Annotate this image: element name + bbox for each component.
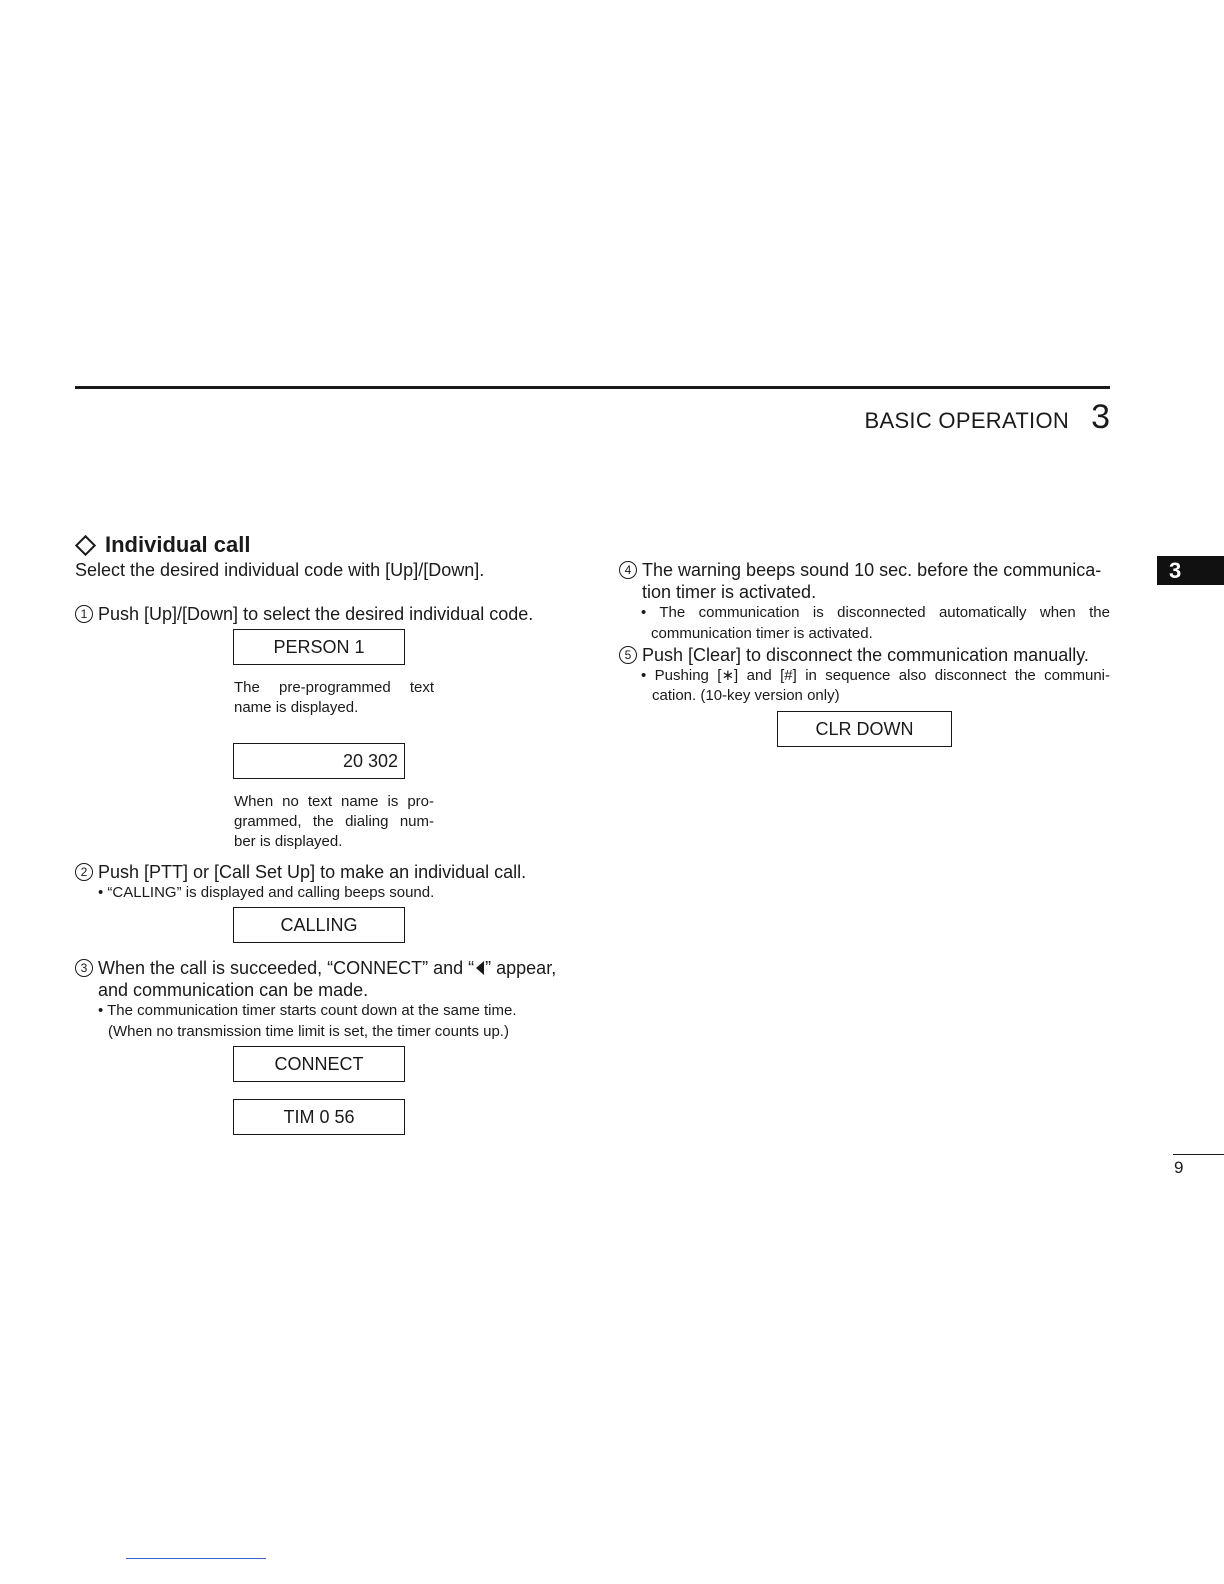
caption-person (234, 678, 434, 718)
caption-person-line-2: name is displayed. (234, 699, 359, 716)
section-header (865, 398, 1111, 437)
intro-text: Select the desired individual code with [Up]/[Down]. (75, 560, 485, 580)
step-2-marker: 2 (75, 863, 93, 881)
diamond-icon (75, 534, 96, 555)
step-3-marker: 3 (75, 959, 93, 977)
step-1-marker: 1 (75, 605, 93, 623)
lcd-calling: CALLING (233, 907, 405, 943)
step-2 (75, 861, 526, 883)
step-4-text-a: The warning beeps sound 10 sec. before the communica- (642, 560, 1102, 580)
step-2-text: Push [PTT] or [Call Set Up] to make an individual call. (98, 862, 527, 882)
step-1-text: Push [Up]/[Down] to select the desired individual code. (98, 604, 534, 624)
step-1 (75, 603, 533, 625)
heading (75, 532, 250, 558)
step-5-marker: 5 (619, 646, 637, 664)
top-rule (75, 386, 1110, 389)
page-number: 9 (1174, 1158, 1184, 1177)
section-title: BASIC OPERATION (864, 408, 1070, 433)
step-4-text-b: tion timer is activated. (642, 582, 817, 602)
step-3-text-a: When the call is succeeded, “CONNECT” and “ (98, 958, 475, 978)
step-4-note-1: • The communication is disconnected automatically when the (641, 604, 1110, 621)
step-3 (75, 957, 556, 979)
caption-number (234, 792, 434, 852)
step-3-text-c: and communication can be made. (98, 980, 369, 1000)
step-2-note: • “CALLING” is displayed and calling beeps sound. (98, 884, 435, 901)
caption-person-line-1: The pre-programmed text (234, 679, 434, 696)
step-5-note-1: • Pushing [∗] and [#] in sequence also disconnect the communi- (641, 667, 1110, 684)
footer-rule (1173, 1154, 1224, 1155)
step-3-text-b: ” appear, (485, 958, 557, 978)
lcd-person: PERSON 1 (233, 629, 405, 665)
lcd-clr-down: CLR DOWN (777, 711, 952, 747)
step-4-marker: 4 (619, 561, 637, 579)
caption-number-line-2: grammed, the dialing num- (234, 813, 434, 830)
step-5 (619, 644, 1089, 666)
step-5-note-2: cation. (10-key version only) (652, 687, 840, 704)
step-5-text: Push [Clear] to disconnect the communication manually. (642, 645, 1089, 665)
lcd-number: 20 302 (233, 743, 405, 779)
step-4-note-2: communication timer is activated. (651, 625, 873, 642)
section-tab: 3 (1157, 556, 1224, 585)
step-3-note-1: • The communication timer starts count down at the same time. (98, 1002, 517, 1019)
blue-underline (126, 1558, 266, 1559)
lcd-timer: TIM 0 56 (233, 1099, 405, 1135)
heading-text: Individual call (105, 532, 251, 557)
step-3-note-2: (When no transmission time limit is set, the timer counts up.) (108, 1023, 509, 1040)
speaker-icon (476, 961, 484, 975)
caption-number-line-3: ber is displayed. (234, 833, 343, 850)
step-4 (619, 559, 1101, 581)
section-number: 3 (1091, 398, 1110, 436)
lcd-connect: CONNECT (233, 1046, 405, 1082)
caption-number-line-1: When no text name is pro- (234, 793, 434, 810)
